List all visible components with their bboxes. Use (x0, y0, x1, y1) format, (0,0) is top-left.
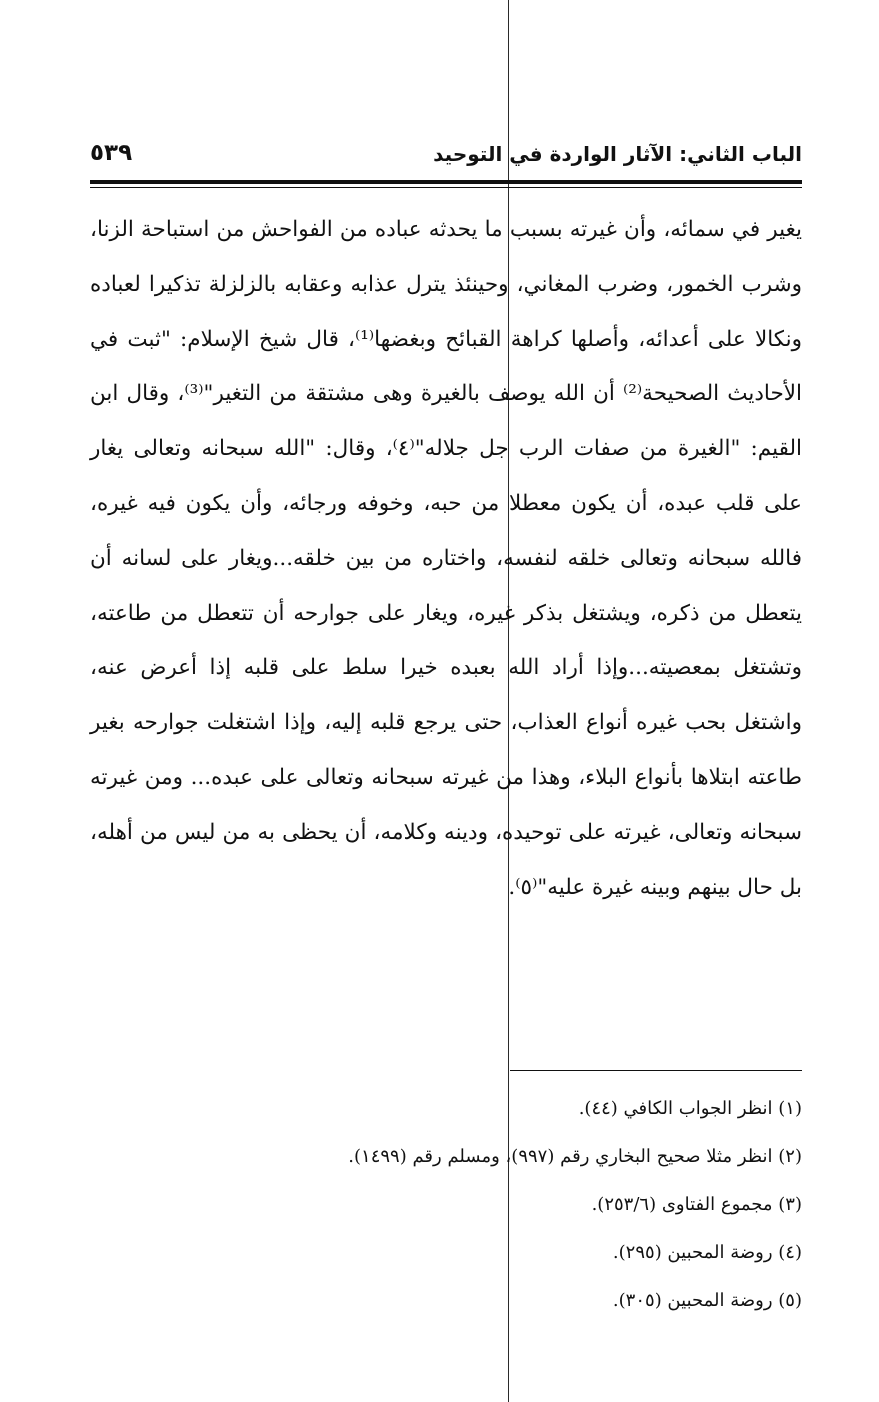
footnotes-list (90, 1085, 802, 1325)
footnote-item: (١) انظر الجواب الكافي (٤٤). (578, 1098, 802, 1119)
running-header (90, 140, 802, 180)
footnote-item: (٢) انظر مثلا صحيح البخاري رقم (٩٩٧)، ومسلم رقم (١٤٩٩). (348, 1146, 802, 1167)
main-paragraph: يغير في سمائه، وأن غيرته بسبب ما يحدثه عباده من الفواحش من استباحة الزنا، وشرب الخمور، وضرب المغاني، وحينئذ يترل عذابه وعقابه بالزلزلة تذكيرا لعباده ونكالا على أعدائه، وأصلها كراهة القبائح وبغضها⁽¹⁾، قال شيخ الإسلام: "ثبت في الأحاديث الصحيحة⁽²⁾ أن الله يوصف بالغيرة وهى مشتقة من التغير"⁽³⁾، وقال ابن القيم: "الغيرة من صفات الرب جل جلاله"⁽٤⁾، وقال: "الله سبحانه وتعالى يغار على قلب عبده، أن يكون معطلا من حبه، وخوفه ورجائه، وأن يكون فيه غيره، فالله سبحانه وتعالى خلقه لنفسه، واختاره من بين خلقه...ويغار على لسانه أن يتعطل من ذكره، ويشتغل بذكر غيره، ويغار على جوارحه أن تتعطل من طاعته، وتشتغل بمعصيته...وإذا أراد الله بعبده خيرا سلط على قلبه إذا أعرض عنه، واشتغل بحب غيره أنواع العذاب، حتى يرجع قلبه إليه، وإذا اشتغلت جوارحه بغير طاعته ابتلاها بأنواع البلاء، وهذا من غيرته سبحانه وتعالى على عبده... ومن غيرته سبحانه وتعالى، غيرته على توحيده، ودينه وكلامه، أن يحظى به من ليس من أهله، بل حال بينهم وبينه غيرة عليه"⁽٥⁾. (90, 217, 803, 900)
header-rule-thin (90, 187, 802, 188)
header-rule-thick (90, 180, 802, 184)
footnote-separator (510, 1070, 802, 1071)
page-number: ٥٣٩ (90, 140, 133, 166)
chapter-title: الباب الثاني: الآثار الواردة في التوحيد (433, 142, 802, 166)
footnote-item: (٣) مجموع الفتاوى (٢٥٣/٦). (591, 1194, 802, 1215)
footnote-item: (٤) روضة المحبين (٢٩٥). (612, 1242, 802, 1263)
footnote-item: (٥) روضة المحبين (٣٠٥). (612, 1290, 802, 1311)
